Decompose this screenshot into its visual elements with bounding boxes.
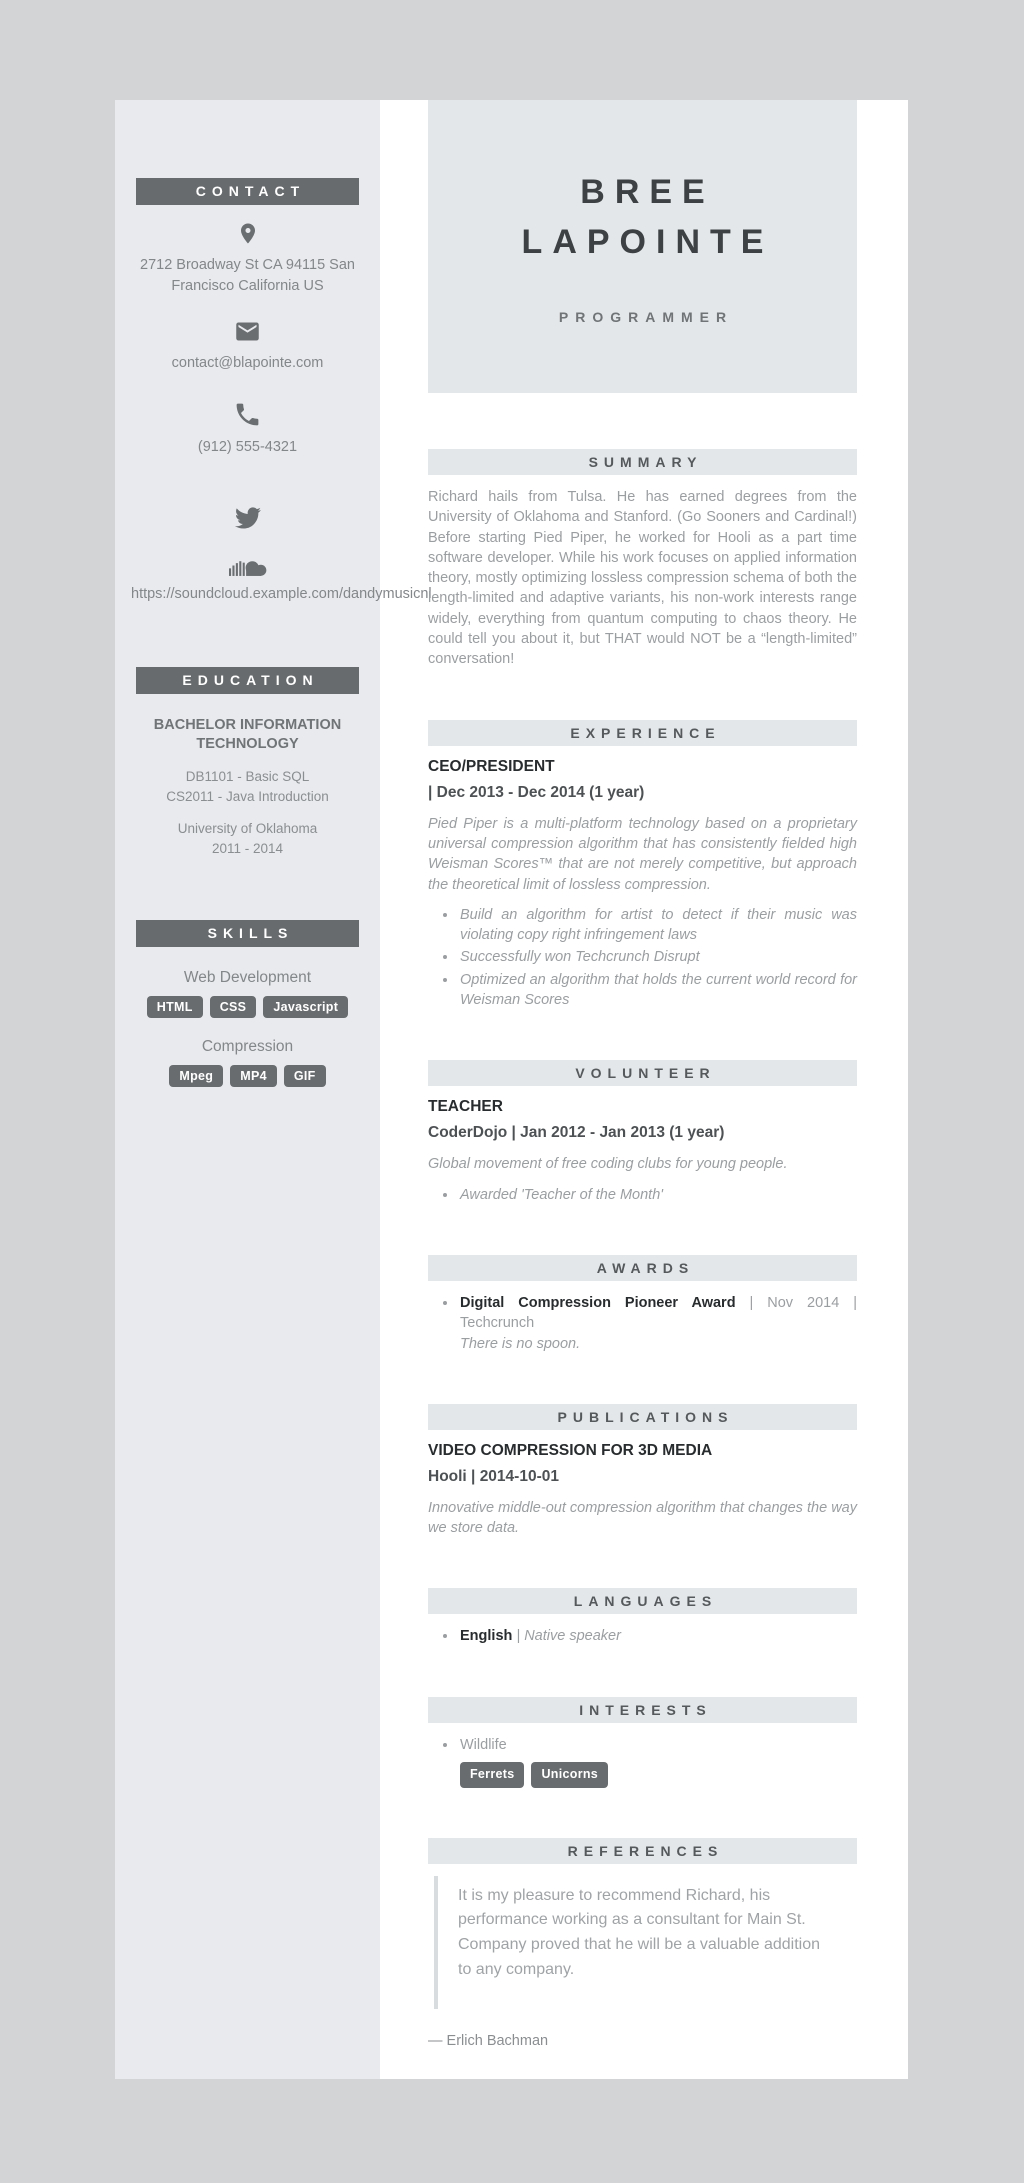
- awards-list: [428, 1293, 857, 1354]
- languages-section: [428, 1588, 857, 1646]
- interests-list: [428, 1735, 857, 1788]
- skill-tag: CSS: [210, 996, 257, 1018]
- experience-section: [428, 720, 857, 1011]
- volunteer-highlights: [428, 1185, 857, 1205]
- interest-item: [458, 1735, 857, 1788]
- contact-item-address: [115, 220, 380, 296]
- skill-tag: Mpeg: [169, 1065, 223, 1087]
- interest-tags-row: [460, 1762, 857, 1788]
- publication-title: VIDEO COMPRESSION FOR 3D MEDIA: [428, 1441, 713, 1459]
- language-item: [458, 1626, 857, 1646]
- experience-description: Pied Piper is a multi-platform technology based on a proprietary universal compression algorithm that has consistently fielded high Weisman Scores™ that are not merely competitive, but approach the theoretical limit of lossless compression.: [428, 815, 857, 893]
- volunteer-org-dates: CoderDojo | Jan 2012 - Jan 2013 (1 year): [428, 1124, 725, 1142]
- publications-section: [428, 1404, 857, 1539]
- phone-icon: [233, 400, 262, 429]
- volunteer-description: Global movement of free coding clubs for young people.: [428, 1156, 788, 1173]
- contact-phone: (912) 555-4321: [197, 438, 298, 455]
- person-role: PROGRAMMER: [558, 308, 734, 325]
- education-courses: [115, 767, 380, 806]
- languages-list: [428, 1626, 857, 1646]
- contact-address: 2712 Broadway St CA 94115 San Francisco California US: [140, 257, 355, 294]
- interest-tag: Ferrets: [460, 1762, 524, 1788]
- award-name: Digital Compression Pioneer Award: [460, 1294, 736, 1311]
- reference-quote: It is my pleasure to recommend Richard, his performance working as a consultant for Main St. Company proved that he will be a valuable addition to any company.: [434, 1876, 857, 2009]
- award-meta: | Nov 2014 | Techcrunch: [460, 1294, 857, 1332]
- award-note: There is no spoon.: [460, 1335, 581, 1352]
- location-pin-icon: [236, 220, 260, 247]
- sidebar: [115, 100, 432, 2079]
- experience-highlight: • Build an algorithm for artist to detect if their music was violating copy right infringement laws: [458, 905, 857, 946]
- skills-section-header: SKILLS: [136, 920, 359, 947]
- interests-section: [428, 1697, 857, 1788]
- skill-tags-row: [115, 996, 380, 1018]
- volunteer-section: [428, 1060, 857, 1205]
- twitter-icon[interactable]: [233, 505, 263, 531]
- publication-description: Innovative middle-out compression algorithm that changes the way we store data.: [428, 1499, 857, 1537]
- skill-group-name: Web Development: [183, 969, 312, 987]
- resume-card: [115, 100, 908, 2079]
- education-course: CS2011 - Java Introduction: [166, 788, 329, 804]
- award-item: [458, 1293, 857, 1354]
- education-years: 2011 - 2014: [211, 840, 284, 856]
- skill-tag: MP4: [230, 1065, 277, 1087]
- volunteer-section-header: VOLUNTEER: [428, 1060, 857, 1086]
- experience-role: CEO/PRESIDENT: [428, 757, 555, 775]
- skill-group-name: Compression: [201, 1038, 294, 1056]
- awards-section-header: AWARDS: [428, 1255, 857, 1281]
- interests-section-header: INTERESTS: [428, 1697, 857, 1723]
- contact-item-phone: [115, 400, 380, 458]
- language-level: | Native speaker: [516, 1628, 621, 1645]
- skill-tag: GIF: [284, 1065, 326, 1087]
- education-degree: BACHELOR INFORMATION TECHNOLOGY: [153, 716, 342, 753]
- education-course: DB1101 - Basic SQL: [185, 769, 310, 785]
- person-name: BREE LAPOINTE: [521, 173, 774, 261]
- skill-tags-row: [115, 1065, 380, 1087]
- summary-section: [428, 449, 857, 670]
- header-block: [428, 100, 857, 393]
- languages-section-header: LANGUAGES: [428, 1588, 857, 1614]
- contact-item-soundcloud: [115, 555, 432, 605]
- experience-dates: | Dec 2013 - Dec 2014 (1 year): [428, 783, 645, 801]
- contact-section-header: CONTACT: [136, 178, 359, 205]
- skill-tag: HTML: [147, 996, 203, 1018]
- contact-email[interactable]: contact@blapointe.com: [171, 355, 324, 372]
- soundcloud-icon[interactable]: [229, 555, 267, 576]
- volunteer-highlight: • Awarded 'Teacher of the Month': [458, 1185, 857, 1205]
- education-school-block: [115, 819, 380, 858]
- volunteer-role: TEACHER: [428, 1098, 503, 1116]
- awards-section: [428, 1255, 857, 1354]
- publications-section-header: PUBLICATIONS: [428, 1404, 857, 1430]
- language-name: English: [460, 1628, 513, 1645]
- interest-tag: Unicorns: [531, 1762, 608, 1788]
- summary-text: Richard hails from Tulsa. He has earned degrees from the University of Oklahoma and Stanford. (Go Sooners and Cardinal!) Before starting Pied Piper, he worked for Hooli as a part time software developer. While his work focuses on applied information theory, mostly optimizing lossless compression schema of both the length-limited and adaptive variants, his non-work interests range widely, everything from quantum computing to chaos theory. He could tell you about it, but THAT would NOT be a “length-limited” conversation!: [428, 489, 857, 668]
- education-section-header: EDUCATION: [136, 667, 359, 694]
- references-section-header: REFERENCES: [428, 1838, 857, 1864]
- contact-soundcloud-url[interactable]: https://soundcloud.example.com/dandymusicnl: [131, 586, 432, 603]
- publication-publisher-date: Hooli | 2014-10-01: [428, 1467, 559, 1485]
- experience-section-header: EXPERIENCE: [428, 720, 857, 746]
- interest-name: Wildlife: [460, 1736, 507, 1753]
- references-section: [428, 1838, 857, 2049]
- contact-item-email: [115, 318, 380, 374]
- experience-highlight: • Successfully won Techcrunch Disrupt: [458, 947, 857, 967]
- education-school: University of Oklahoma: [177, 821, 318, 837]
- experience-highlight: • Optimized an algorithm that holds the current world record for Weisman Scores: [458, 970, 857, 1011]
- skill-tag: Javascript: [263, 996, 348, 1018]
- contact-item-twitter: [115, 505, 380, 531]
- main-column: [380, 100, 908, 2079]
- reference-attribution: — Erlich Bachman: [428, 2032, 549, 2049]
- envelope-icon: [231, 318, 264, 345]
- experience-highlights: [428, 905, 857, 1010]
- summary-section-header: SUMMARY: [428, 449, 857, 475]
